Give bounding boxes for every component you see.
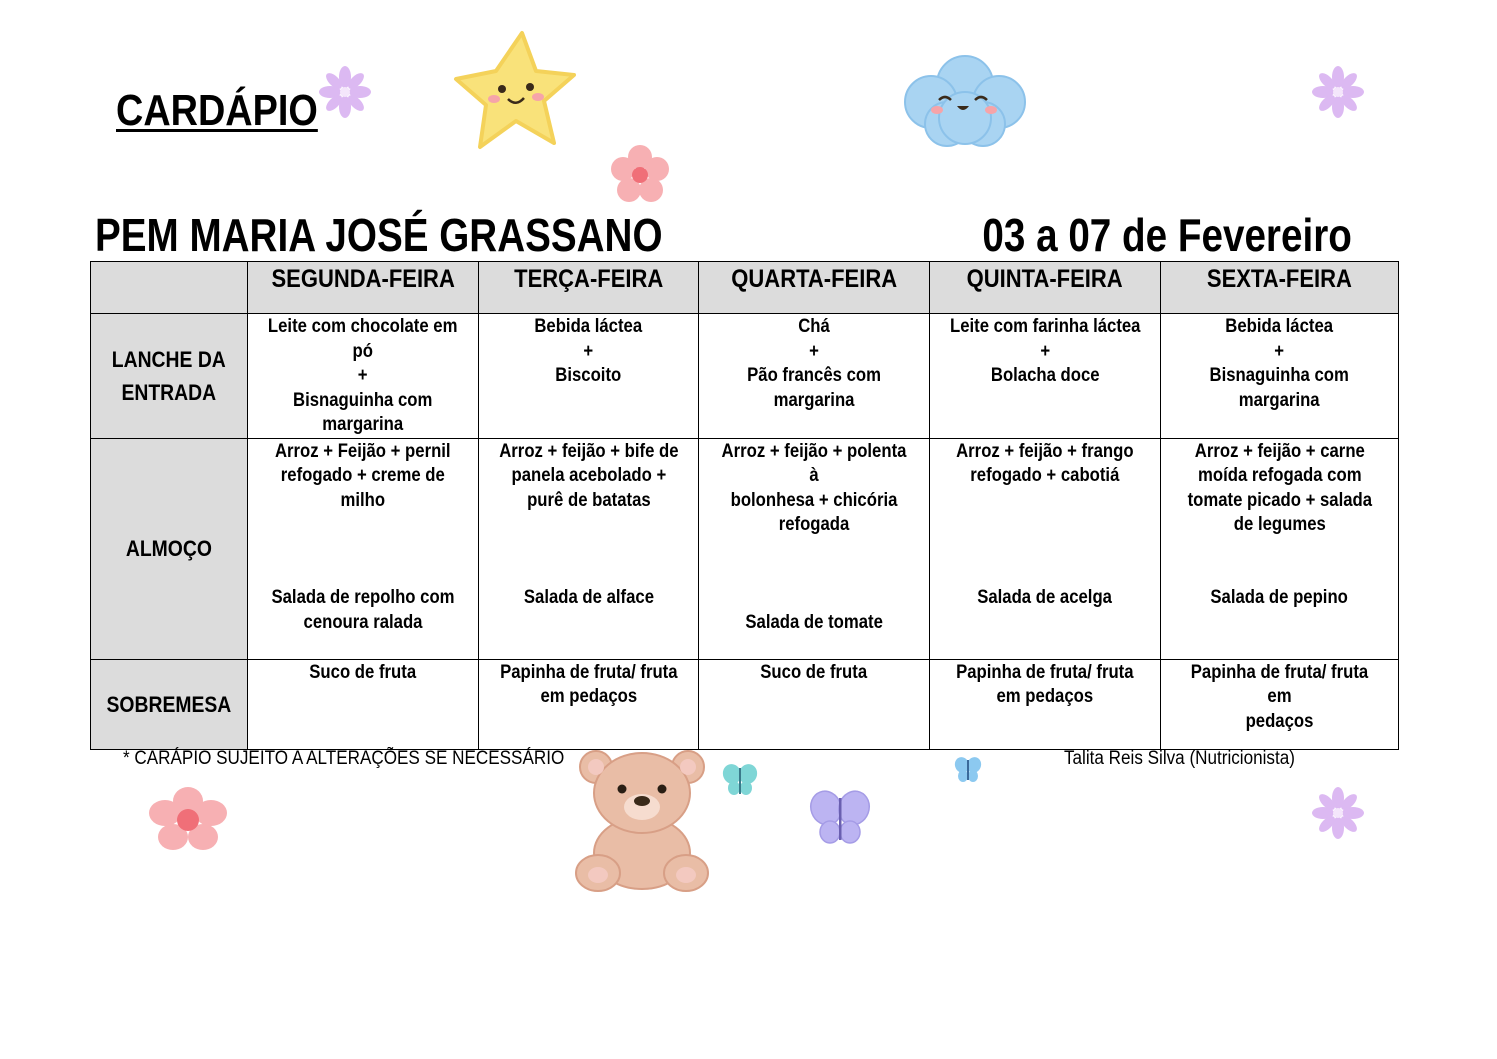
meal-cell: Chá + Pão francês com margarina [699, 314, 930, 439]
day-header: SEXTA-FEIRA [1161, 262, 1399, 314]
footnote: * CARÁPIO SUJEITO A ALTERAÇÕES SE NECESSÁRIO [123, 748, 565, 769]
date-range: 03 a 07 de Fevereiro [982, 209, 1352, 261]
row-header-sobremesa: SOBREMESA [91, 659, 248, 749]
pink-flower-icon [608, 143, 672, 207]
teddy-bear-icon [572, 745, 712, 895]
lilac-flower-icon [1311, 65, 1365, 119]
salad-text: Salada de alface [523, 587, 654, 608]
butterfly-icon [806, 786, 874, 850]
table-row-sobremesa [91, 659, 1399, 749]
meal-cell: Suco de fruta [248, 659, 479, 749]
salad-text: Salada de tomate [745, 611, 883, 633]
row-header-lanche: LANCHE DA ENTRADA [91, 314, 248, 439]
table-row-lanche [91, 314, 1399, 439]
lilac-flower-icon [318, 65, 372, 119]
star-icon [450, 25, 580, 155]
day-header: QUINTA-FEIRA [930, 262, 1161, 314]
meal-cell: Papinha de fruta/ fruta em pedaços [930, 659, 1161, 749]
corner-cell [91, 262, 248, 314]
meal-cell: Arroz + Feijão + pernil refogado + creme de milhoSalada de repolho com cenoura ralada [248, 438, 479, 659]
school-name: PEM MARIA JOSÉ GRASSANO [95, 209, 663, 261]
meal-cell: Arroz + feijão + frango refogado + cabotiáSalada de acelga [930, 438, 1161, 659]
day-header: TERÇA-FEIRA [479, 262, 699, 314]
meal-cell: Leite com chocolate em pó + Bisnaguinha com margarina [248, 314, 479, 439]
table-row-almoco [91, 438, 1399, 659]
meal-cell: Arroz + feijão + bife de panela acebolado + purê de batatasSalada de alface [479, 438, 699, 659]
page-title: CARDÁPIO [116, 86, 318, 135]
meal-cell: Papinha de fruta/ fruta em pedaços [1161, 659, 1399, 749]
meal-cell: Suco de fruta [699, 659, 930, 749]
day-header: QUARTA-FEIRA [699, 262, 930, 314]
nutritionist-signature: Talita Reis Silva (Nutricionista) [1064, 748, 1295, 769]
cloud-icon [895, 48, 1035, 152]
meal-cell: Leite com farinha láctea + Bolacha doce [930, 314, 1161, 439]
butterfly-icon [952, 755, 984, 785]
meal-cell: Bebida láctea + Biscoito [479, 314, 699, 439]
row-header-almoco: ALMOÇO [91, 438, 248, 659]
salad-text: Salada de pepino [1210, 587, 1349, 608]
meal-cell: Papinha de fruta/ fruta em pedaços [479, 659, 699, 749]
meal-cell: Arroz + feijão + carne moída refogada com tomate picado + salada de legumesSalada de pepino [1161, 438, 1399, 659]
lilac-flower-icon [1311, 786, 1365, 840]
header-row [91, 262, 1399, 314]
butterfly-icon [720, 760, 760, 800]
salad-text: Salada de acelga [977, 587, 1113, 608]
pink-flower-icon [145, 785, 231, 855]
meal-cell: Bebida láctea + Bisnaguinha com margarina [1161, 314, 1399, 439]
salad-text: Salada de repolho com cenoura ralada [271, 587, 455, 633]
day-header: SEGUNDA-FEIRA [248, 262, 479, 314]
meal-cell: Arroz + feijão + polenta à bolonhesa + chicória refogadaSalada de tomate [699, 438, 930, 659]
menu-table [90, 261, 1399, 750]
